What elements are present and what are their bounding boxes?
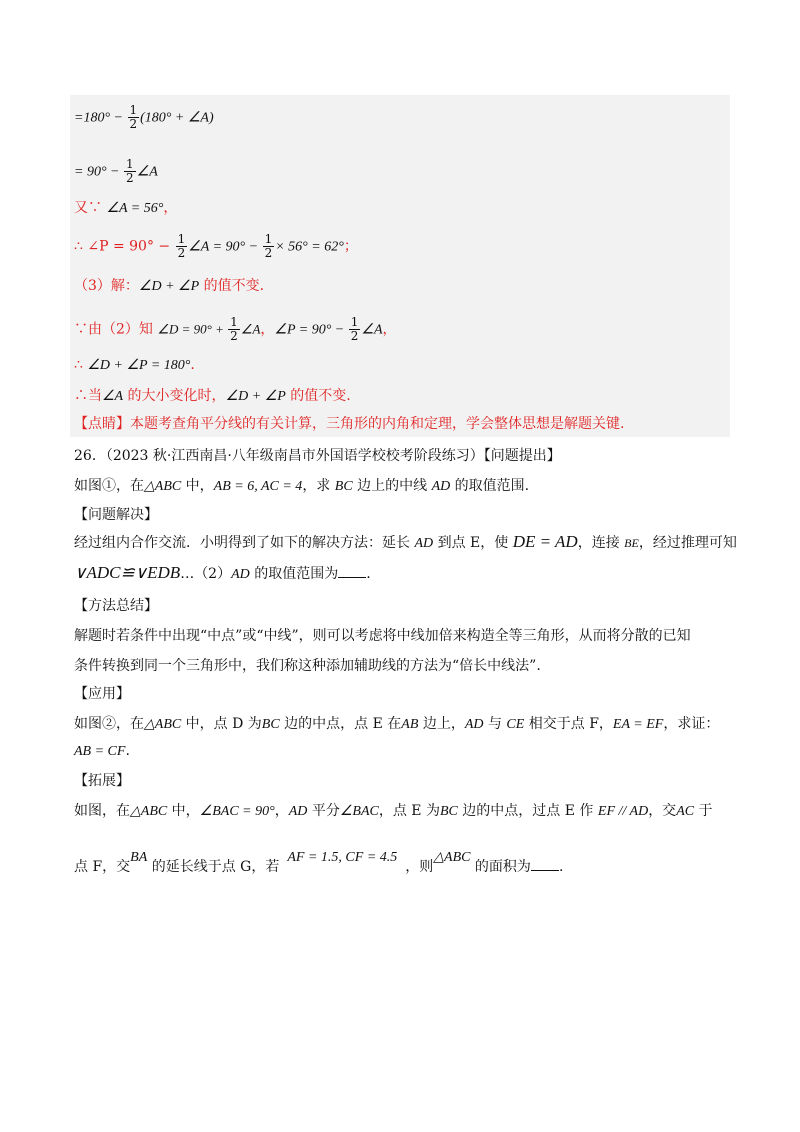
fraction: $\frac{1}{2}$ [126, 157, 134, 185]
solution-line-6: ∵由（2）知 ∠D = 90° + $\frac{1}{2}$ ∠A，∠P = 90° − $\frac{1}{2}$ ∠A， [74, 315, 397, 343]
solution-line-8: ∴当∠A 的大小变化时，∠D + ∠P 的值不变. [74, 388, 351, 404]
section-heading-apply: 【应用】 [74, 686, 130, 702]
apply-line-1: 如图②，在△ABC 中，点 D 为BC 边的中点，点 E 在AB 边上，AD 与 CE 相交于点 F，EA = EF，求证： [74, 716, 720, 732]
solution-line-5: （3）解：∠D + ∠P 的值不变. [74, 278, 265, 294]
apply-line-2: AB = CF. [74, 743, 130, 759]
q26-solve-line-1: 经过组内合作交流．小明得到了如下的解决方法：延长 AD 到点 E，使 DE = AD，连接 BE，经过推理可知 [74, 532, 737, 551]
extend-line-2: 点 F，交BA 的延长线于点 G，若AF = 1.5, CF = 4.5，则△ABC 的面积为 . [74, 850, 564, 875]
solution-line-4: ∴ ∠P = 90° − $\frac{1}{2}$ ∠A = 90° − $\frac{1}{2}$ × 56° = 62°； [74, 232, 358, 260]
answer-blank [338, 563, 366, 578]
question-title: 26．（2023 秋·江西南昌·八年级南昌市外国语学校校考阶段练习）【问题提出】 [74, 448, 561, 464]
solution-comment: 【点睛】本题考查角平分线的有关计算，三角形的内角和定理，学会整体思想是解题关键. [74, 416, 625, 432]
method-line-2: 条件转换到同一个三角形中，我们称这种添加辅助线的方法为“倍长中线法”. [74, 658, 541, 674]
solution-line-3: 又∵ ∠A = 56°， [74, 200, 178, 216]
section-heading-method: 【方法总结】 [74, 598, 158, 614]
extend-line-1: 如图，在△ABC 中，∠BAC = 90°，AD 平分∠BAC，点 E 为BC 边的中点，过点 E 作 EF // AD，交AC 于 [74, 803, 713, 819]
section-heading-extend: 【拓展】 [74, 773, 130, 789]
solution-line-1: =180° − $\frac{1}{2}$ (180° + ∠A) [74, 103, 214, 131]
solution-line-2: = 90° − $\frac{1}{2}$ ∠A [74, 157, 158, 185]
method-line-1: 解题时若条件中出现“中点”或“中线”，则可以考虑将中线加倍来构造全等三角形，从而将分散的已知 [74, 628, 691, 644]
answer-blank [531, 856, 559, 871]
fraction: $\frac{1}{2}$ [129, 103, 138, 131]
section-heading-solve: 【问题解决】 [74, 507, 158, 523]
solution-line-7: ∴ ∠D + ∠P = 180°. [74, 357, 195, 373]
q26-problem: 如图①，在△ABC 中，AB = 6, AC = 4，求 BC 边上的中线 AD 的取值范围. [74, 478, 530, 494]
q26-solve-line-2: ∨ADC≌∨EDB…（2）AD 的取值范围为 . [74, 563, 371, 582]
